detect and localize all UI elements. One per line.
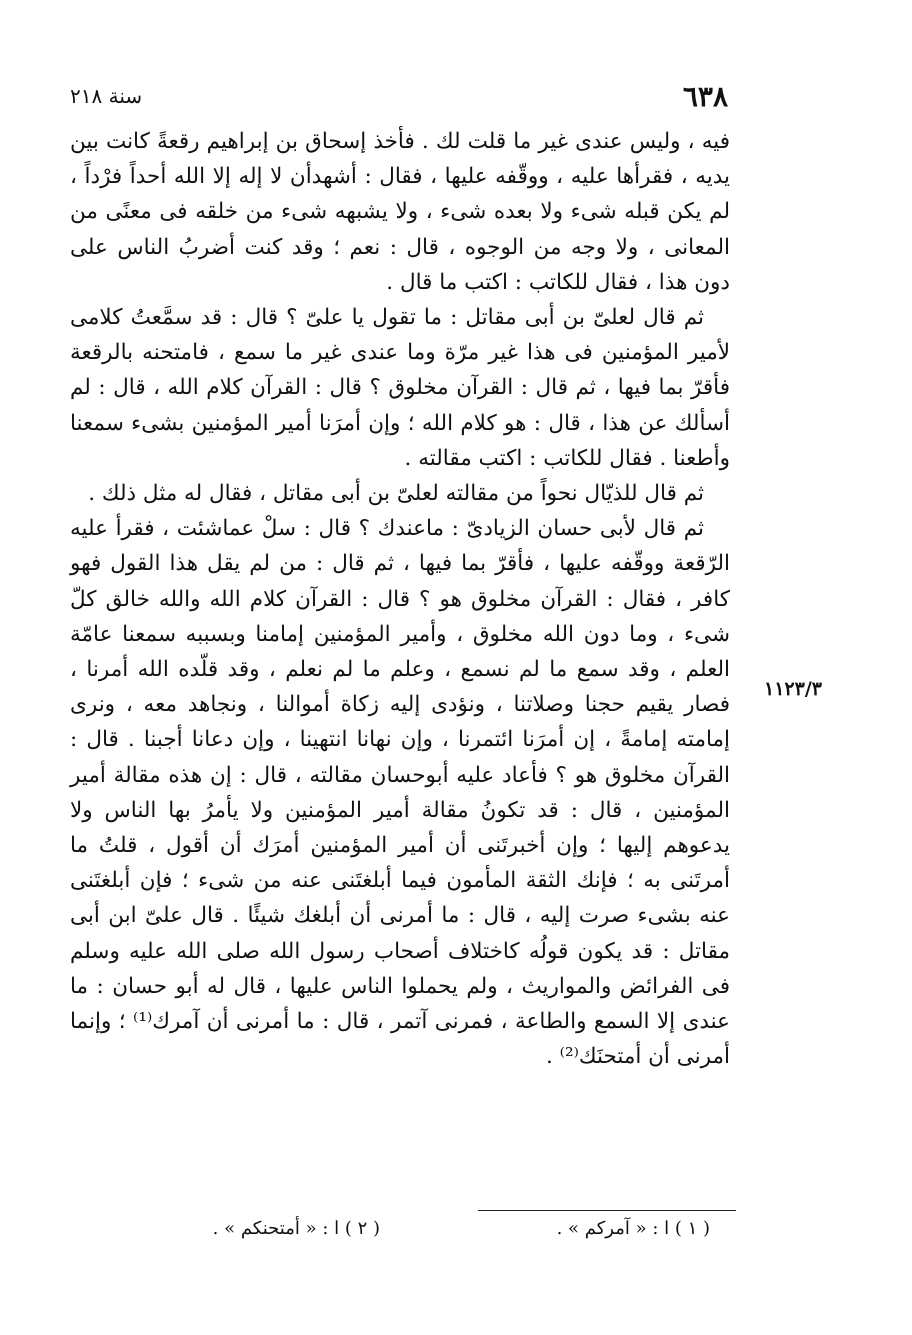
- footnote: ( ٢ ) ا : « أمتحنكم » .: [212, 1218, 380, 1239]
- page-number: ٦٣٨: [682, 80, 728, 113]
- margin-reference: ١١٢٣/٣: [764, 678, 822, 700]
- page-header: [70, 80, 728, 114]
- paragraph: ثم قال لأبى حسان الزيادىّ : ماعندك ؟ قال : سلْ عماشئت ، فقرأ عليه الرّقعة ووقّفه عليها ، فأقرّ بما فيها ، ثم قال : من لم يقل هذا القول فهو كافر ، فقال : القرآن مخلوق هو ؟ قال : القرآن كلام الله والله خالق كلّ شىء ، وما دون الله مخلوق ، وأمير المؤمنين إمامنا وبسببه سمعنا عامّة العلم ، وقد سمع ما لم نسمع ، وعلم ما لم نعلم ، وقد قلّده الله أمرنا ، فصار يقيم حجنا وصلاتنا ، ونؤدى إليه زكاة أموالنا ، ونجاهد معه ، ونرى إمامته إمامةً ، إن أمرَنا ائتمرنا ، وإن نهانا انتهينا ، وإن دعانا أجبنا . قال : القرآن مخلوق هو ؟ فأعاد عليه أبوحسان مقالته ، قال : إن هذه مقالة أمير المؤمنين ، قال : قد تكونُ مقالة أمير المؤمنين ولا يأمرُ بها الناس ولا يدعوهم إليها ؛ وإن أخبرتَنى أن أمير المؤمنين أمرَك أن أقول ، قلتُ ما أمرتَنى به ؛ فإنك الثقة المأمون فيما أبلغتَنى عنه من شىء ؛ فإن أبلغتَنى عنه بشىء صرت إليه ، قال : ما أمرنى أن أبلغك شيئًا . قال علىّ ابن أبى مقاتل : قد يكون قولُه كاختلاف أصحاب رسول الله صلى الله عليه وسلم فى الفرائض والمواريث ، ولم يحملوا الناس عليها ، قال له أبو حسان : ما عندى إلا السمع والطاعة ، فمرنى آتمر ، قال : ما أمرنى أن آمرك⁽¹⁾ ؛ وإنما أمرنى أن أمتحنَك⁽²⁾ .: [70, 516, 730, 1070]
- paragraph: فيه ، وليس عندى غير ما قلت لك . فأخذ إسحاق بن إبراهيم رقعةً كانت بين يديه ، فقرأها عليه ، ووقّفه عليها ، فقال : أشهدأن لا إله إلا الله أحداً فرْداً ، لم يكن قبله شىء ولا بعده شىء ، ولا يشبهه شىء من خلقه فى معنًى من المعانى ، ولا وجه من الوجوه ، قال : نعم ؛ وقد كنت أضربُ الناس على دون هذا ، فقال للكاتب : اكتب ما قال .: [70, 129, 730, 295]
- paragraph: ثم قال لعلىّ بن أبى مقاتل : ما تقول يا علىّ ؟ قال : قد سمَّعتُ كلامى لأمير المؤمنين فى هذا غير مرّة وما عندى غير ما سمع ، فامتحنه بالرقعة فأقرّ بما فيها ، ثم قال : القرآن مخلوق ؟ قال : القرآن كلام الله ، قال : لم أسألك عن هذا ، قال : هو كلام الله ؛ وإن أمرَنا أمير المؤمنين بشىء سمعنا وأطعنا . فقال للكاتب : اكتب مقالته .: [70, 305, 730, 471]
- footnote: ( ١ ) ا : « آمركم » .: [556, 1218, 710, 1239]
- paragraph: ثم قال للذيّال نحواً من مقالته لعلىّ بن أبى مقاتل ، فقال له مثل ذلك .: [88, 481, 704, 507]
- running-head-year: سنة ٢١٨: [70, 84, 143, 108]
- footnote-divider: [478, 1210, 736, 1211]
- footnotes: [70, 1218, 710, 1248]
- body-text: [70, 124, 730, 1074]
